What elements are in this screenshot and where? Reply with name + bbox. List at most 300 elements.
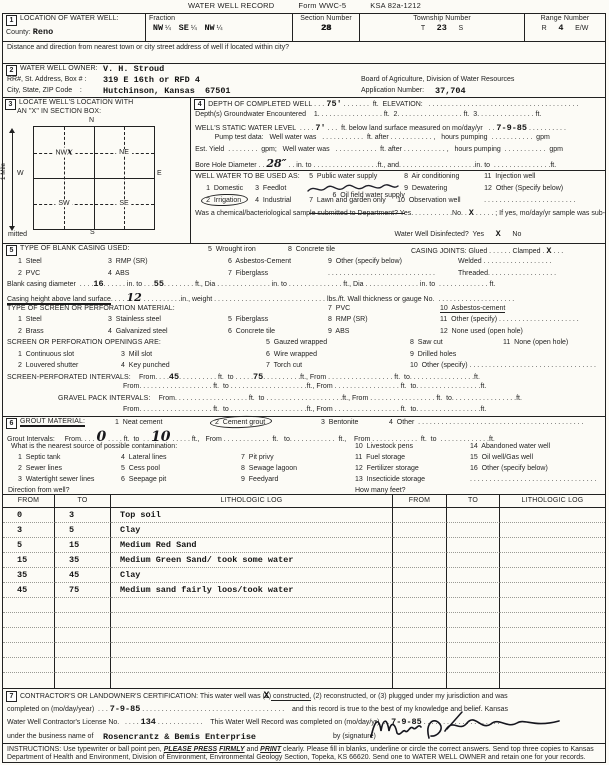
township-label: Township Number <box>413 15 471 22</box>
openings-option-6: 6 Wire wrapped <box>266 350 317 358</box>
openings-option-1: 1 Continuous slot <box>18 350 75 358</box>
litho-cell <box>393 613 447 628</box>
contamination-option-1: 1 Septic tank <box>18 454 61 461</box>
litho-row <box>3 568 605 583</box>
use-option-9: 9 Dewatering <box>404 185 448 192</box>
grout-option-1: 1 Neat cement <box>115 419 163 426</box>
township-suffix: S <box>458 25 464 32</box>
casing-joints-clamped-x: X <box>546 246 552 256</box>
litho-cell <box>447 673 500 688</box>
litho-row <box>3 538 605 553</box>
casing-height-value: 12 <box>126 290 142 304</box>
litho-from: 45 <box>3 583 55 598</box>
section-number-label: Section Number <box>300 15 352 22</box>
litho-log-empty <box>500 553 605 568</box>
litho-from-empty <box>393 568 447 583</box>
screen-intervals-post: . . . . . . . . . .ft., From . . . . . . . . . . . . . . . . . ft. to. . . . . . . . . . . . . . . . .ft. <box>263 373 480 381</box>
gravel-pack-line: From. . . . . . . . . . . . . . . . . . . ft. to . . . . . . . . . . . . . . . . . . . .ft., From . . . . . . . . . . . . . . . . . ft. to. . . . . . . . . . . . . . . . .ft. <box>158 394 522 402</box>
litho-cell <box>55 673 111 688</box>
contamination-option-14: 14 Abandoned water well <box>470 443 551 450</box>
quadrant-sw-label: SW <box>55 200 72 207</box>
litho-log: Top soil <box>111 508 393 523</box>
casing-option-5: 5 Wrought iron <box>208 246 256 253</box>
contamination-option-13: 13 Insecticide storage <box>355 476 426 483</box>
section-box-diagram <box>33 126 155 230</box>
grout-option-4: 4 Other . . . . . . . . . . . . . . . . . . . . . . . . . . . . . . . . . . . . . . . . . . . <box>389 419 584 426</box>
grout-material-label: GROUT MATERIAL: <box>20 418 86 425</box>
compass-east-label: E <box>157 170 162 177</box>
disinfected-label: Water Well Disinfected? Yes <box>394 231 496 238</box>
litho-cell <box>111 658 393 673</box>
form-header <box>0 1 609 10</box>
static-level-label: WELL'S STATIC WATER LEVEL . . . . <box>195 124 316 132</box>
grout-intervals-label: Grout Intervals: From. . . . <box>7 436 97 443</box>
form-title: WATER WELL RECORD <box>187 1 275 10</box>
gravel-pack-blank-line: From. . . . . . . . . . . . . . . . . . . ft. to . . . . . . . . . . . . . . . . . . . .ft., From . . . . . . . . . . . . . . . . . ft. to. . . . . . . . . . . . . . . . .ft. <box>123 406 487 413</box>
contamination-option-12: 12 Fertilizer storage <box>355 465 419 472</box>
sample-no-x: X <box>468 208 474 218</box>
litho-cell <box>500 613 605 628</box>
use-option-5: 5 Public water supply <box>309 173 378 180</box>
fraction-cell <box>146 14 293 41</box>
scale-line <box>12 130 13 226</box>
city-label: City, State, ZIP Code : <box>7 87 82 94</box>
openings-option-8: 8 Saw cut <box>410 339 443 346</box>
scale-arrow-up <box>9 125 15 133</box>
use-option-12: 12 Other (Specify below) <box>484 185 564 192</box>
casing-joints-label: CASING JOINTS: Glued . . . . . . <box>411 248 513 255</box>
casing-option-3: 3 RMP (SR) <box>108 258 148 265</box>
openings-option-4: 4 Key punched <box>121 362 170 369</box>
litho-to-empty <box>447 508 500 523</box>
litho-to: 75 <box>55 583 111 598</box>
compass-north-label: N <box>89 117 95 124</box>
township-cell <box>360 14 525 41</box>
section4-number: 4 <box>194 99 205 110</box>
section7-certification <box>3 689 605 744</box>
fraction-q2-value: SE <box>178 23 189 33</box>
contamination-option-2: 2 Sewer lines <box>18 465 62 472</box>
litho-cell <box>3 658 55 673</box>
depth-completed-post: . . . . . . . ft. ELEVATION: . . . . . . . . . . . . . . . . . . . . . . . . . . . . . . . . . . . . . . . <box>341 101 579 108</box>
contamination-option-9: 9 Feedyard <box>241 476 279 483</box>
litho-log-empty <box>500 523 605 538</box>
section1-location <box>3 14 605 42</box>
litho-cell <box>3 673 55 688</box>
litho-row-empty <box>3 658 605 673</box>
option-1-text: (1) <box>262 693 272 700</box>
section-box-horizontal-midline <box>34 178 154 179</box>
record-completed-label: . . . . . . . . . . . . This Water Well Record was completed on (mo/day/yr) . . <box>155 719 392 726</box>
completed-on-label: completed on (mo/day/year) . . . <box>7 706 110 713</box>
litho-cell <box>3 628 55 643</box>
static-level-value: 7' <box>315 122 326 133</box>
litho-cell <box>111 643 393 658</box>
scale-label: 1 Mile <box>0 162 8 181</box>
section6-grout <box>3 417 605 495</box>
litho-cell <box>500 658 605 673</box>
litho-log-empty <box>500 538 605 553</box>
groundwater-line: Depth(s) Groundwater Encountered 1. . . . . . . . . . . . . . . . . ft. 2. . . . . . . . . . . . . . . . . ft. 3. . . . . . . . . . . . . . . ft. <box>195 111 542 118</box>
litho-cell <box>111 613 393 628</box>
litho-to-empty <box>447 553 500 568</box>
openings-option-10: 10 Other (specify) . . . . . . . . . . . . . . . . . . . . . . . . . . . . . . . . . <box>410 362 596 369</box>
contamination-option-15: 15 Oil well/Gas well <box>470 454 534 461</box>
litho-header-row <box>3 495 605 508</box>
litho-cell <box>447 643 500 658</box>
section3-locate <box>0 98 191 243</box>
casing-joints-post: . . . <box>551 248 564 255</box>
screen-option-8: 8 RMP (SR) <box>328 316 368 323</box>
blank-casing-dia-mid: . . . . . . in. to . . . <box>103 281 154 288</box>
use-option-2-circled <box>206 197 241 204</box>
litho-row-empty <box>3 673 605 688</box>
section1-title: LOCATION OF WATER WELL: <box>20 15 119 22</box>
casing-height-post: . . . . . . . . . .in., weight . . . . . . . . . . . . . . . . . . . . . . . . . . . . . lbs./ft. Wall thickness or gauge No. . . . . . . . . . . . . . . . . . . . . <box>141 295 515 303</box>
bore-hole-label: Bore Hole Diameter . . <box>195 162 267 169</box>
casing-option-8: 8 Concrete tile <box>288 246 336 253</box>
section3-title-line1: LOCATE WELL'S LOCATION WITH <box>19 99 134 106</box>
casing-option-4: 4 ABS <box>108 269 130 277</box>
business-name-label: under the business name of <box>7 733 100 740</box>
contamination-option-6: 6 Seepage pit <box>121 476 167 483</box>
signature-label: by (signature) <box>333 733 376 740</box>
section-number-cell <box>293 14 360 41</box>
section3-title-line2: AN "X" IN SECTION BOX: <box>17 108 102 115</box>
litho-row <box>3 508 605 523</box>
screen-intervals-mid: . . . . . . . . . . ft. to . . . . . <box>179 373 254 381</box>
instructions-t3: clearly. Please fill in blanks, underline or circle the correct answers. Send top three copies to Kansas Department of Health and Environment, Division of Environment, Environmental Geology Section, Topeka, KS 66620. Send one to WATER WELL OWNER and retain one for your records. <box>7 746 594 762</box>
section5-number: 5 <box>6 245 17 256</box>
litho-from: 3 <box>3 523 55 538</box>
litho-row-empty <box>3 613 605 628</box>
business-name-value: Rosencrantz & Bemis Enterprise <box>103 732 257 742</box>
litho-log: Medium Green Sand/ took some water <box>111 553 393 568</box>
constructed-option-marked <box>263 693 272 700</box>
casing-joints-clamped: Clamped . <box>512 248 547 255</box>
litho-cell <box>3 598 55 613</box>
contamination-option-3: 3 Watertight sewer lines <box>18 476 95 483</box>
use-as-label: WELL WATER TO BE USED AS: <box>195 173 300 180</box>
contamination-option-5: 5 Cess pool <box>121 465 160 472</box>
litho-from-empty <box>393 583 447 598</box>
section-box-dash-v1 <box>64 127 65 229</box>
section6-number: 6 <box>6 418 17 429</box>
screen-material-title: TYPE OF SCREEN OR PERFORATION MATERIAL: <box>7 304 175 312</box>
fraction-q3-value: NW <box>204 23 215 33</box>
gravel-pack-label: GRAVEL PACK INTERVALS: <box>58 394 159 402</box>
litho-to: 35 <box>55 553 111 568</box>
contamination-option-4: 4 Lateral lines <box>121 454 167 461</box>
screen-intervals-pre: From. . . . <box>138 373 169 381</box>
instructions-firmly: FIRMLY <box>219 746 245 753</box>
screen-option-5: 5 Fiberglass <box>228 316 269 323</box>
section-number-value: 28 <box>320 23 332 33</box>
section4-depth <box>191 98 605 243</box>
litho-log: Clay <box>111 568 393 583</box>
screen-option-9: 9 ABS <box>328 327 350 335</box>
application-number-value: 37,704 <box>435 86 466 96</box>
litho-from: 35 <box>3 568 55 583</box>
use-option-4: 4 Industrial <box>255 197 292 204</box>
litho-to: 3 <box>55 508 111 523</box>
section3-4-band <box>0 98 605 244</box>
grout-option-2-circled <box>215 419 265 426</box>
contamination-other-blank: . . . . . . . . . . . . . . . . . . . . . . . . . . . . . . . . . <box>470 476 597 483</box>
casing-joints-threaded: Threaded. . . . . . . . . . . . . . . . . . <box>458 269 557 277</box>
casing-option-7: 7 Fiberglass <box>228 269 269 277</box>
litho-cell <box>393 628 447 643</box>
contamination-option-10: 10 Livestock pens <box>355 443 413 450</box>
litho-cell <box>500 598 605 613</box>
fraction-q1-value: NW <box>152 23 164 33</box>
litho-cell <box>393 598 447 613</box>
use-option-11: 11 Injection well <box>484 173 536 180</box>
lithologic-log-table <box>3 495 605 689</box>
litho-to: 15 <box>55 538 111 553</box>
screen-interval-from-value: 45 <box>168 371 180 382</box>
screen-interval-to-value: 75 <box>253 371 264 382</box>
casing-other-blank: . . . . . . . . . . . . . . . . . . . . . . . . . . . . <box>328 269 435 277</box>
litho-from-empty <box>393 538 447 553</box>
depth-completed-value: 75' <box>326 99 342 109</box>
owner-label: WATER WELL OWNER: <box>20 65 98 72</box>
litho-to-empty <box>447 568 500 583</box>
screen-option-10: 10 Asbestos-cement <box>440 304 506 312</box>
fraction-label: Fraction <box>149 15 176 22</box>
openings-option-3: 3 Mill slot <box>121 350 153 358</box>
static-level-date: 7-9-85 <box>496 122 527 133</box>
county-value: Reno <box>32 27 54 37</box>
completed-on-date: 7-9-85 <box>109 704 141 714</box>
litho-row <box>3 523 605 538</box>
distance-row <box>3 42 605 64</box>
grout-interval-to-value: 10 <box>150 429 171 445</box>
litho-log-empty <box>500 583 605 598</box>
how-many-feet-question: How many feet? <box>355 487 406 494</box>
disinfected-no: No <box>500 231 522 238</box>
address-label: RR#, St. Address, Box # : <box>7 76 87 83</box>
instructions-t2: and <box>244 746 261 753</box>
bore-hole-post: . . in. to . . . . . . . . . . . . . . . . .ft., and. . . . . . . . . . . . . . . . . . . .in. to . . . . . . . . . . . . . . .ft. <box>286 162 557 169</box>
grout-intervals-post: . . . . . ft., From . . . . . . . . . . . . ft. to. . . . . . . . . . . . ft., From . . . . . . . . . . . . ft. to . . . . . . . . . . . . .ft. <box>170 436 495 443</box>
instructions-print: PRINT <box>260 746 282 753</box>
litho-cell <box>393 658 447 673</box>
litho-from-empty <box>393 508 447 523</box>
certification-mid: (2) reconstructed, or (3) plugged under my jurisdiction and was <box>311 693 508 700</box>
screen-option-6: 6 Concrete tile <box>228 327 276 335</box>
litho-log: Medium sand fairly loos/took water <box>111 583 393 598</box>
grout-option-3: 3 Bentonite <box>321 419 359 426</box>
use-option-10: 10 Observation well <box>397 197 461 204</box>
section5-casing <box>3 244 605 417</box>
litho-cell <box>447 613 500 628</box>
litho-cell <box>447 598 500 613</box>
nw-text: NW <box>55 149 68 156</box>
openings-option-9: 9 Drilled holes <box>410 350 457 358</box>
litho-cell <box>55 643 111 658</box>
agency-label: Board of Agriculture, Division of Water Resources <box>361 76 515 83</box>
section2-number: 2 <box>6 65 17 76</box>
blank-casing-dia-value: 16 <box>93 279 104 289</box>
litho-cell <box>111 598 393 613</box>
litho-row <box>3 553 605 568</box>
range-cell <box>525 14 605 41</box>
litho-cell <box>500 643 605 658</box>
quadrant-nw-label <box>52 147 75 157</box>
license-value: 134 <box>140 717 156 727</box>
litho-cell <box>500 673 605 688</box>
sample-question-post: . . . . . ; If yes, mo/day/yr sample was sub- <box>473 210 605 217</box>
range-label: Range Number <box>540 15 590 22</box>
address-value: 319 E 16th or RFD 4 <box>103 75 200 85</box>
litho-header-from-right: FROM <box>393 495 447 508</box>
casing-option-2: 2 PVC <box>18 269 41 277</box>
section-box-dash-v2 <box>124 127 125 229</box>
record-completed-date: 7-9-85 <box>391 717 422 727</box>
section7-number: 7 <box>6 691 17 702</box>
openings-option-7: 7 Torch cut <box>266 362 303 369</box>
litho-row-empty <box>3 598 605 613</box>
casing-joints-welded: Welded . . . . . . . . . . . . . . . . . . <box>458 258 552 265</box>
use-option-12-blank: . . . . . . . . . . . . . . . . . . . . . . . . <box>484 197 576 204</box>
litho-row-empty <box>3 628 605 643</box>
contamination-option-11: 11 Fuel storage <box>355 454 406 461</box>
form-number: Form WWC-5 <box>298 1 347 10</box>
section3-number: 3 <box>5 99 16 110</box>
depth-completed-label: DEPTH OF COMPLETED WELL . . . <box>208 101 327 108</box>
screen-option-12: 12 None used (open hole) <box>440 327 523 335</box>
litho-cell <box>393 673 447 688</box>
use-option-8: 8 Air conditioning <box>404 173 460 180</box>
direction-question: Direction from well? <box>8 487 70 494</box>
screen-intervals-label: SCREEN-PERFORATED INTERVALS: <box>7 373 139 381</box>
instructions-t1: Use typewriter or ball point pen, <box>61 746 164 753</box>
casing-option-1: 1 Steel <box>18 258 42 265</box>
instructions-block <box>3 744 605 763</box>
instructions-label: INSTRUCTIONS: <box>7 746 62 753</box>
compass-west-label: W <box>17 170 24 177</box>
contamination-option-8: 8 Sewage lagoon <box>241 465 298 472</box>
est-yield-line: Est. Yield . . . . . . . . gpm; Well water was . . . . . . . . . . . ft. after . . . . . . . . . . . , hours pumping . . . . . . . . . . . gpm <box>195 145 564 153</box>
litho-cell <box>447 628 500 643</box>
contamination-question: What is the nearest source of possible contamination: <box>11 443 178 450</box>
grout-option-2: 2 Cement grout <box>215 419 266 426</box>
section2-owner <box>3 64 605 98</box>
contamination-option-7: 7 Pit privy <box>241 454 274 461</box>
litho-cell <box>500 628 605 643</box>
bore-hole-value: 28″ <box>266 157 287 170</box>
litho-from-empty <box>393 553 447 568</box>
owner-value: V. H. Stroud <box>103 64 165 74</box>
township-prefix: T <box>420 25 425 32</box>
litho-row <box>3 583 605 598</box>
litho-header-log-left: LITHOLOGIC LOG <box>111 495 393 508</box>
grout-intervals-mid: . . . . ft. to . . <box>106 436 151 443</box>
use-option-3: 3 Feedlot <box>255 185 287 192</box>
compass-south-label: S <box>90 229 95 236</box>
section1-number: 1 <box>6 15 17 26</box>
distance-question: Distance and direction from nearest town or city street address of well if located within city? <box>7 44 290 51</box>
quadrant-se-label: SE <box>116 200 131 207</box>
litho-header-to-right: TO <box>447 495 500 508</box>
blank-casing-dia-label: Blank casing diameter . . . . <box>7 281 94 288</box>
pump-test-line: Pump test data: Well water was . . . . . . . . . . . ft. after . . . . . . . . . . . , hours pumping . . . . . . . . . . . gpm <box>195 134 550 141</box>
well-x-mark: x <box>67 147 73 157</box>
litho-header-log-right: LITHOLOGIC LOG <box>500 495 605 508</box>
county-cell <box>3 14 146 41</box>
grout-interval-from-value: 0 <box>96 429 107 445</box>
litho-cell <box>55 658 111 673</box>
application-number-label: Application Number: <box>361 87 425 94</box>
litho-cell <box>393 643 447 658</box>
casing-height-label: Casing height above land surface <box>7 295 111 303</box>
openings-option-5: 5 Gauzed wrapped <box>266 339 328 346</box>
screen-option-2: 2 Brass <box>18 327 44 335</box>
static-level-mid: . . . ft. below land surface measured on mo/day/yr . . <box>325 124 497 132</box>
completed-on-post: . . . . . . . . . . . . . . . . . . . . . . . . . . . . . . . . . . . . . and this record is true to the best of my knowledge and belief. Kansas <box>140 706 508 713</box>
screen-option-7: 7 PVC <box>328 304 351 312</box>
casing-option-6: 6 Asbestos-Cement <box>228 258 292 265</box>
litho-header-to-left: TO <box>55 495 111 508</box>
record-completed-post: . . . . . . . . . . . . . . . . . . . . <box>421 719 500 726</box>
constructed-word: constructed, <box>271 693 312 700</box>
use-option-6: 6 Oil field water supply <box>332 192 405 199</box>
litho-to-empty <box>447 583 500 598</box>
openings-option-2: 2 Louvered shutter <box>18 362 79 369</box>
range-suffix: E/W <box>575 25 589 32</box>
range-value: 4 <box>558 23 564 33</box>
certification-pre: CONTRACTOR'S OR LANDOWNER'S CERTIFICATION: This water well was <box>20 693 263 700</box>
city-value: Hutchinson, Kansas 67501 <box>103 86 231 96</box>
openings-option-11: 11 None (open hole) <box>503 339 569 346</box>
casing-height-dots: . . . . <box>110 295 127 303</box>
sample-question: Was a chemical/bacteriological sample submitted to Department? Yes. . . . . . . . . . .No. . <box>195 210 469 217</box>
litho-to-empty <box>447 538 500 553</box>
litho-row-empty <box>3 643 605 658</box>
casing-title: TYPE OF BLANK CASING USED: <box>20 245 130 252</box>
disinfected-x: X <box>495 229 501 239</box>
litho-cell <box>111 628 393 643</box>
litho-log: Medium Red Sand <box>111 538 393 553</box>
quarter-symbol: ¼ <box>190 25 197 32</box>
quarter-symbol: ¼ <box>165 25 171 32</box>
litho-from: 0 <box>3 508 55 523</box>
litho-log: Clay <box>111 523 393 538</box>
use-option-2: 2 Irrigation <box>206 197 242 204</box>
range-prefix: R <box>541 25 547 32</box>
litho-to: 45 <box>55 568 111 583</box>
quarter-symbol: ¼ <box>216 25 223 32</box>
sample-line-wrap-text: mitted <box>8 231 28 238</box>
blank-casing-dia-post: . . . . . . . . ft., Dia . . . . . . . . . . . . . . in. to . . . . . . . . . . . . . . ft., Dia . . . . . . . . . . . . . . in. to . . . . . . . . . . . . . ft. <box>163 281 496 288</box>
litho-cell <box>447 658 500 673</box>
litho-cell <box>111 673 393 688</box>
blank-casing-depth-value: 55 <box>153 279 164 289</box>
screen-option-3: 3 Stainless steel <box>108 316 161 323</box>
screen-option-11: 11 Other (specify) . . . . . . . . . . . . . . . . . . . . . <box>440 316 579 323</box>
form-statute: KSA 82a-1212 <box>370 1 422 10</box>
use-option-1: 1 Domestic <box>206 185 244 192</box>
litho-header-from-left: FROM <box>3 495 55 508</box>
instructions-please-press: PLEASE PRESS <box>163 746 218 753</box>
license-label: Water Well Contractor's License No. . . . . <box>7 719 141 726</box>
form-body <box>2 13 606 763</box>
litho-to-empty <box>447 523 500 538</box>
screen-intervals-blank-line: From. . . . . . . . . . . . . . . . . . . ft. to . . . . . . . . . . . . . . . . . . . .ft., From . . . . . . . . . . . . . . . . . ft. to. . . . . . . . . . . . . . . . .ft. <box>123 383 487 390</box>
screen-option-1: 1 Steel <box>18 316 42 323</box>
casing-option-9: 9 Other (specify below) <box>328 258 402 265</box>
